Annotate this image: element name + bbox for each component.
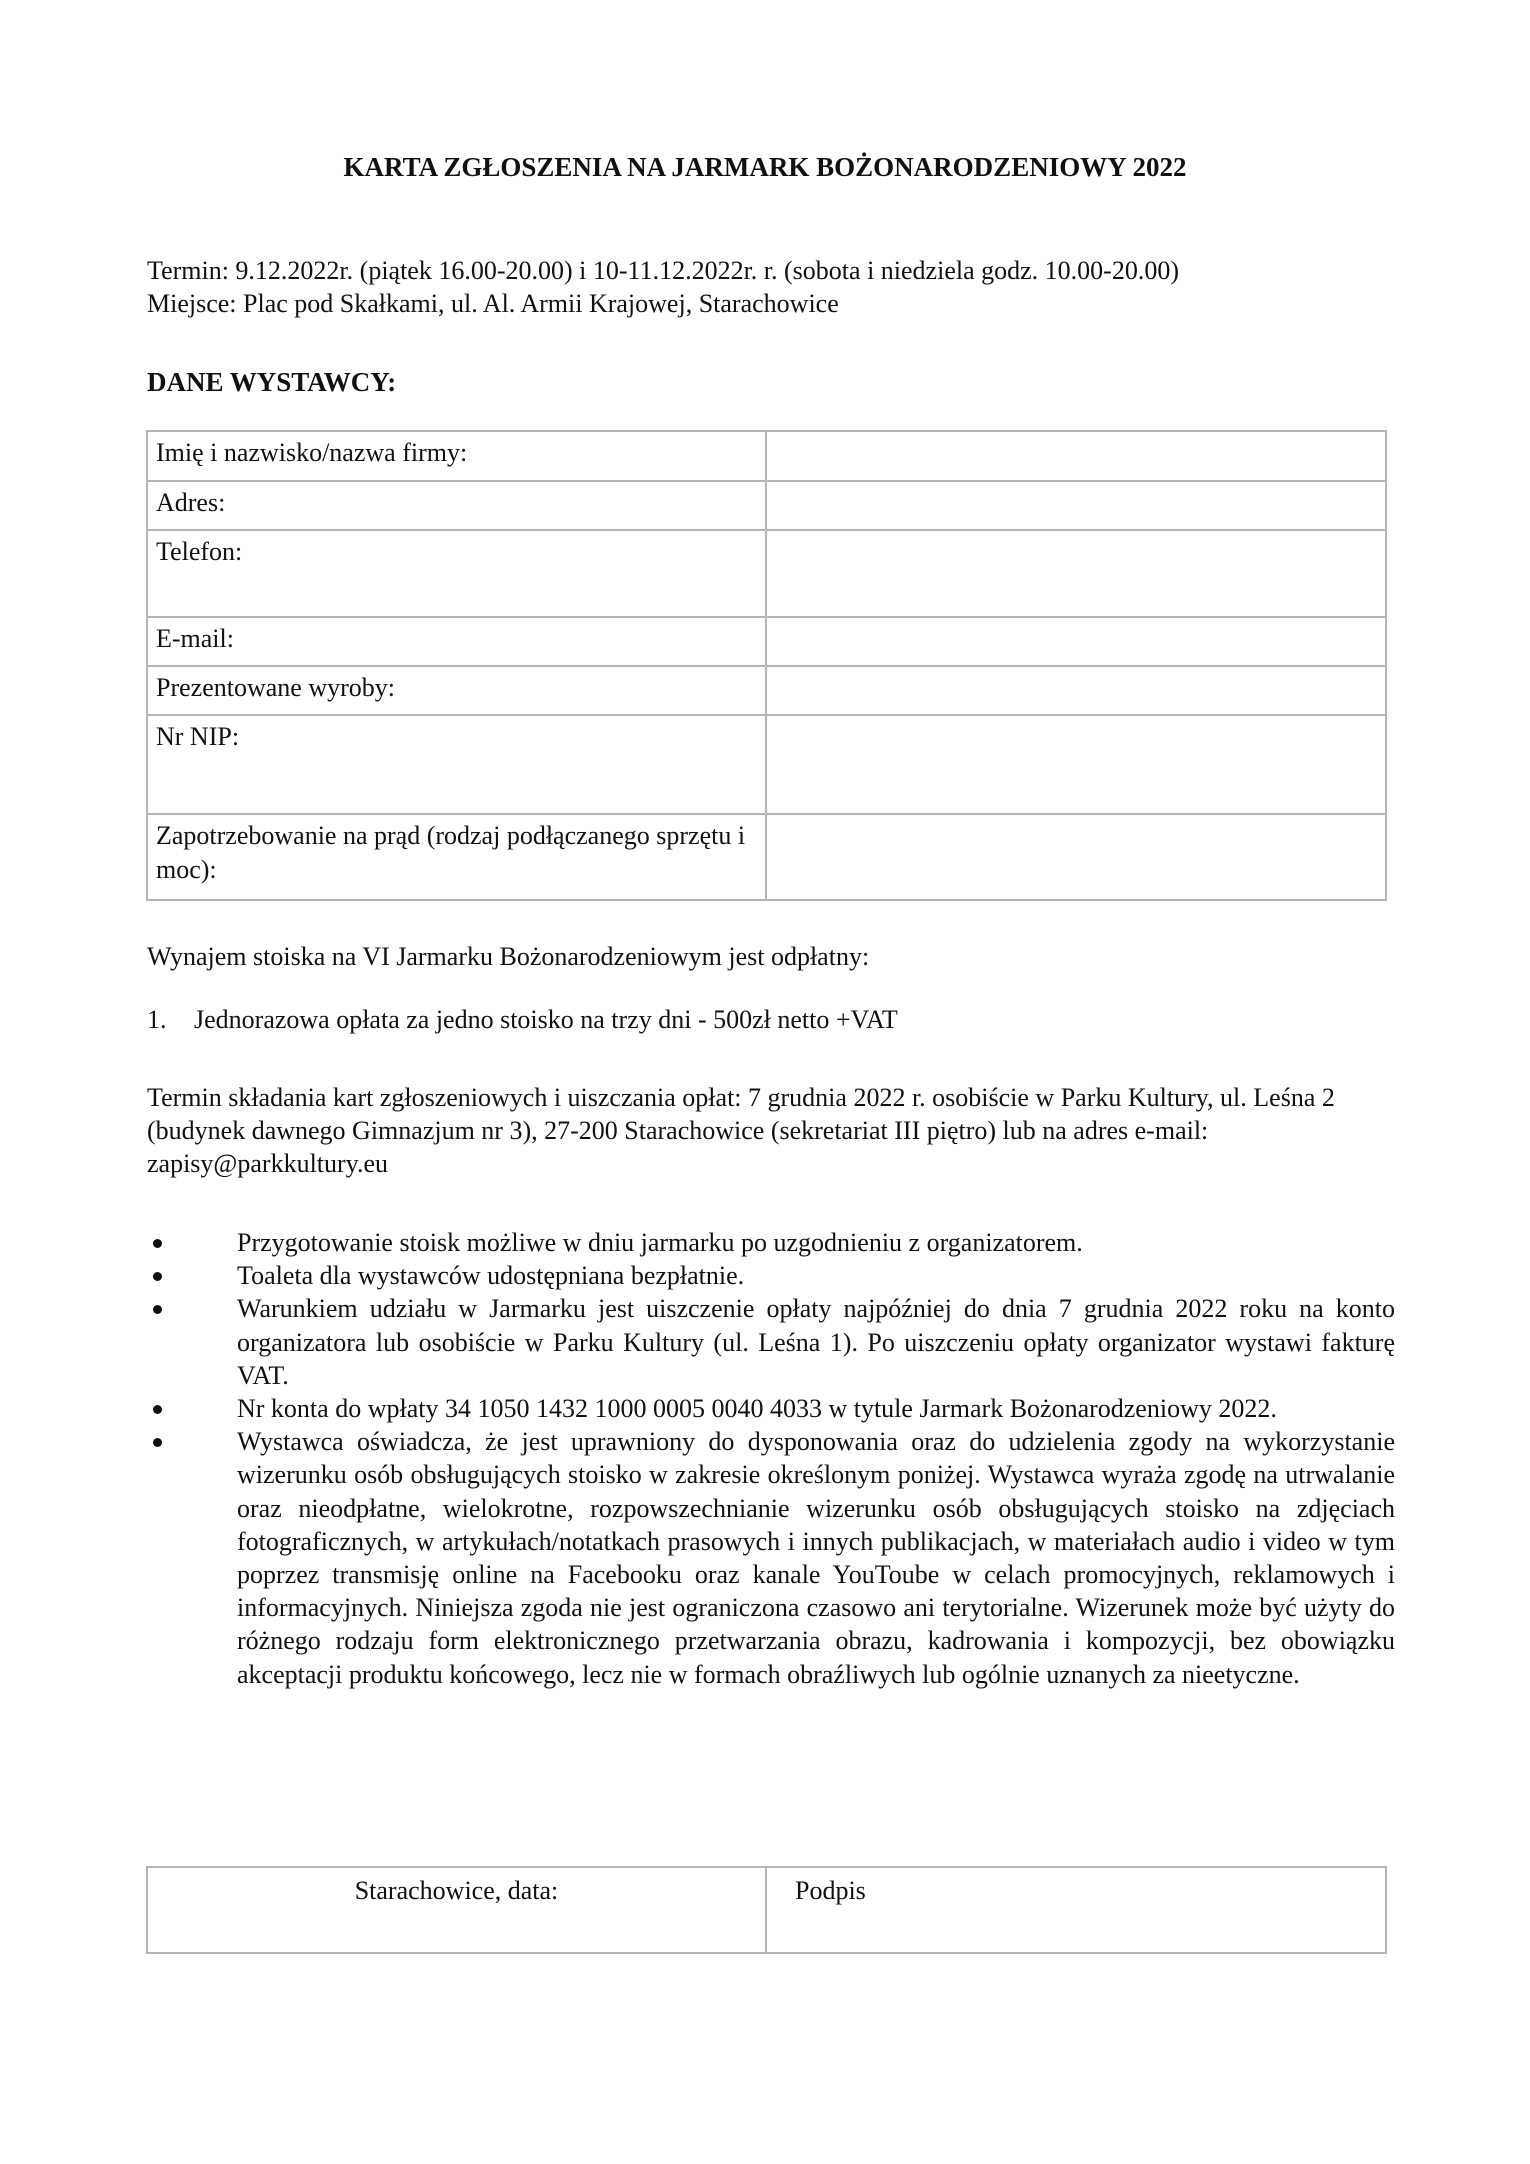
rules-list-item <box>147 1226 1395 1259</box>
form-label-name: Imię i nazwisko/nazwa firmy: <box>147 431 766 481</box>
date-field[interactable] <box>147 1867 766 1953</box>
fee-item <box>147 1003 898 1036</box>
document-title: KARTA ZGŁOSZENIA NA JARMARK BOŻONARODZENIOWY 2022 <box>343 152 1187 182</box>
bullet-icon <box>153 1239 162 1248</box>
fee-item-number: 1. <box>147 1005 167 1034</box>
form-row-email <box>147 617 1386 666</box>
form-field-name[interactable] <box>766 431 1386 481</box>
date-label: Starachowice, data: <box>354 1876 559 1905</box>
rules-item-text: Wystawca oświadcza, że jest uprawniony do dysponowania oraz do udzielenia zgody na wykorzystanie wizerunku osób obsługujących stoisko w zakresie określonym poniżej. Wystawca wyraża zgodę na utrwalanie oraz nieodpłatne, wielokrotne, rozpowszechnianie wizerunku osób obsługujących stoisko na zdjęciach fotograficznych, w artykułach/notatkach prasowych i innych publikacjach, w materiałach audio i video w tym poprzez transmisję online na Facebooku oraz kanale YouToube w celach promocyjnych, reklamowych i informacyjnych. Niniejsza zgoda nie jest ograniczona czasowo ani terytorialne. Wizerunek może być użyty do różnego rodzaju form elektronicznego przetwarzania obrazu, kadrowania i kompozycji, bez obowiązku akceptacji produktu końcowego, lecz nie w formach obraźliwych lub ogólnie uznanych za nieetyczne. <box>237 1427 1395 1689</box>
form-field-email[interactable] <box>766 617 1386 666</box>
rules-item-text: Toaleta dla wystawców udostępniana bezpłatnie. <box>237 1261 745 1291</box>
form-row-phone <box>147 530 1386 617</box>
signature-table <box>146 1866 1387 1954</box>
form-label-power: Zapotrzebowanie na prąd (rodzaj podłączanego sprzętu i moc): <box>147 814 766 900</box>
event-info <box>147 254 1179 320</box>
rules-list-item <box>147 1259 1395 1292</box>
exhibitor-form-table <box>146 430 1387 901</box>
form-field-phone[interactable] <box>766 530 1386 617</box>
form-field-address[interactable] <box>766 481 1386 530</box>
form-row-power <box>147 814 1386 900</box>
rent-statement: Wynajem stoiska na VI Jarmarku Bożonarodzeniowym jest odpłatny: <box>147 942 870 971</box>
form-label-address: Adres: <box>147 481 766 530</box>
form-field-power[interactable] <box>766 814 1386 900</box>
bullet-icon <box>153 1405 162 1414</box>
rules-list-item <box>147 1392 1395 1425</box>
rules-item-text: Nr konta do wpłaty 34 1050 1432 1000 0005 0040 4033 w tytule Jarmark Bożonarodzeniowy 2022. <box>237 1394 1277 1424</box>
fee-item-text: Jednorazowa opłata za jedno stoisko na trzy dni - 500zł netto +VAT <box>194 1005 898 1034</box>
signature-row <box>147 1867 1386 1953</box>
signature-label: Podpis <box>795 1876 866 1905</box>
exhibitor-data-heading: DANE WYSTAWCY: <box>147 367 397 397</box>
bullet-icon <box>153 1272 162 1281</box>
form-row-name <box>147 431 1386 481</box>
signature-field[interactable] <box>766 1867 1386 1953</box>
rules-item-text: Warunkiem udziału w Jarmarku jest uiszczenie opłaty najpóźniej do dnia 7 grudnia 2022 roku na konto organizatora lub osobiście w Parku Kultury (ul. Leśna 1). Po uiszczeniu opłaty organizator wystawi fakturę VAT. <box>237 1294 1395 1390</box>
form-label-email: E-mail: <box>147 617 766 666</box>
form-field-nip[interactable] <box>766 715 1386 814</box>
event-place: Miejsce: Plac pod Skałkami, ul. Al. Armii Krajowej, Starachowice <box>147 289 839 318</box>
rules-list <box>147 1226 1395 1691</box>
deadline-paragraph: Termin składania kart zgłoszeniowych i uiszczania opłat: 7 grudnia 2022 r. osobiście w Parku Kultury, ul. Leśna 2 (budynek dawnego Gimnazjum nr 3), 27-200 Starachowice (sekretariat III piętro) lub na adres e-mail: zapisy@parkkultury.eu <box>147 1083 1335 1178</box>
bullet-icon <box>153 1438 162 1447</box>
rules-list-item <box>147 1292 1395 1392</box>
rules-item-text: Przygotowanie stoisk możliwe w dniu jarmarku po uzgodnieniu z organizatorem. <box>237 1228 1083 1257</box>
form-row-products <box>147 666 1386 715</box>
rules-list-item <box>147 1425 1395 1691</box>
form-label-products: Prezentowane wyroby: <box>147 666 766 715</box>
form-row-address <box>147 481 1386 530</box>
form-field-products[interactable] <box>766 666 1386 715</box>
form-label-phone: Telefon: <box>147 530 766 617</box>
form-row-nip <box>147 715 1386 814</box>
form-label-nip: Nr NIP: <box>147 715 766 814</box>
bullet-icon <box>153 1305 162 1314</box>
event-term: Termin: 9.12.2022r. (piątek 16.00-20.00) i 10-11.12.2022r. r. (sobota i niedziela godz. 10.00-20.00) <box>147 256 1179 285</box>
